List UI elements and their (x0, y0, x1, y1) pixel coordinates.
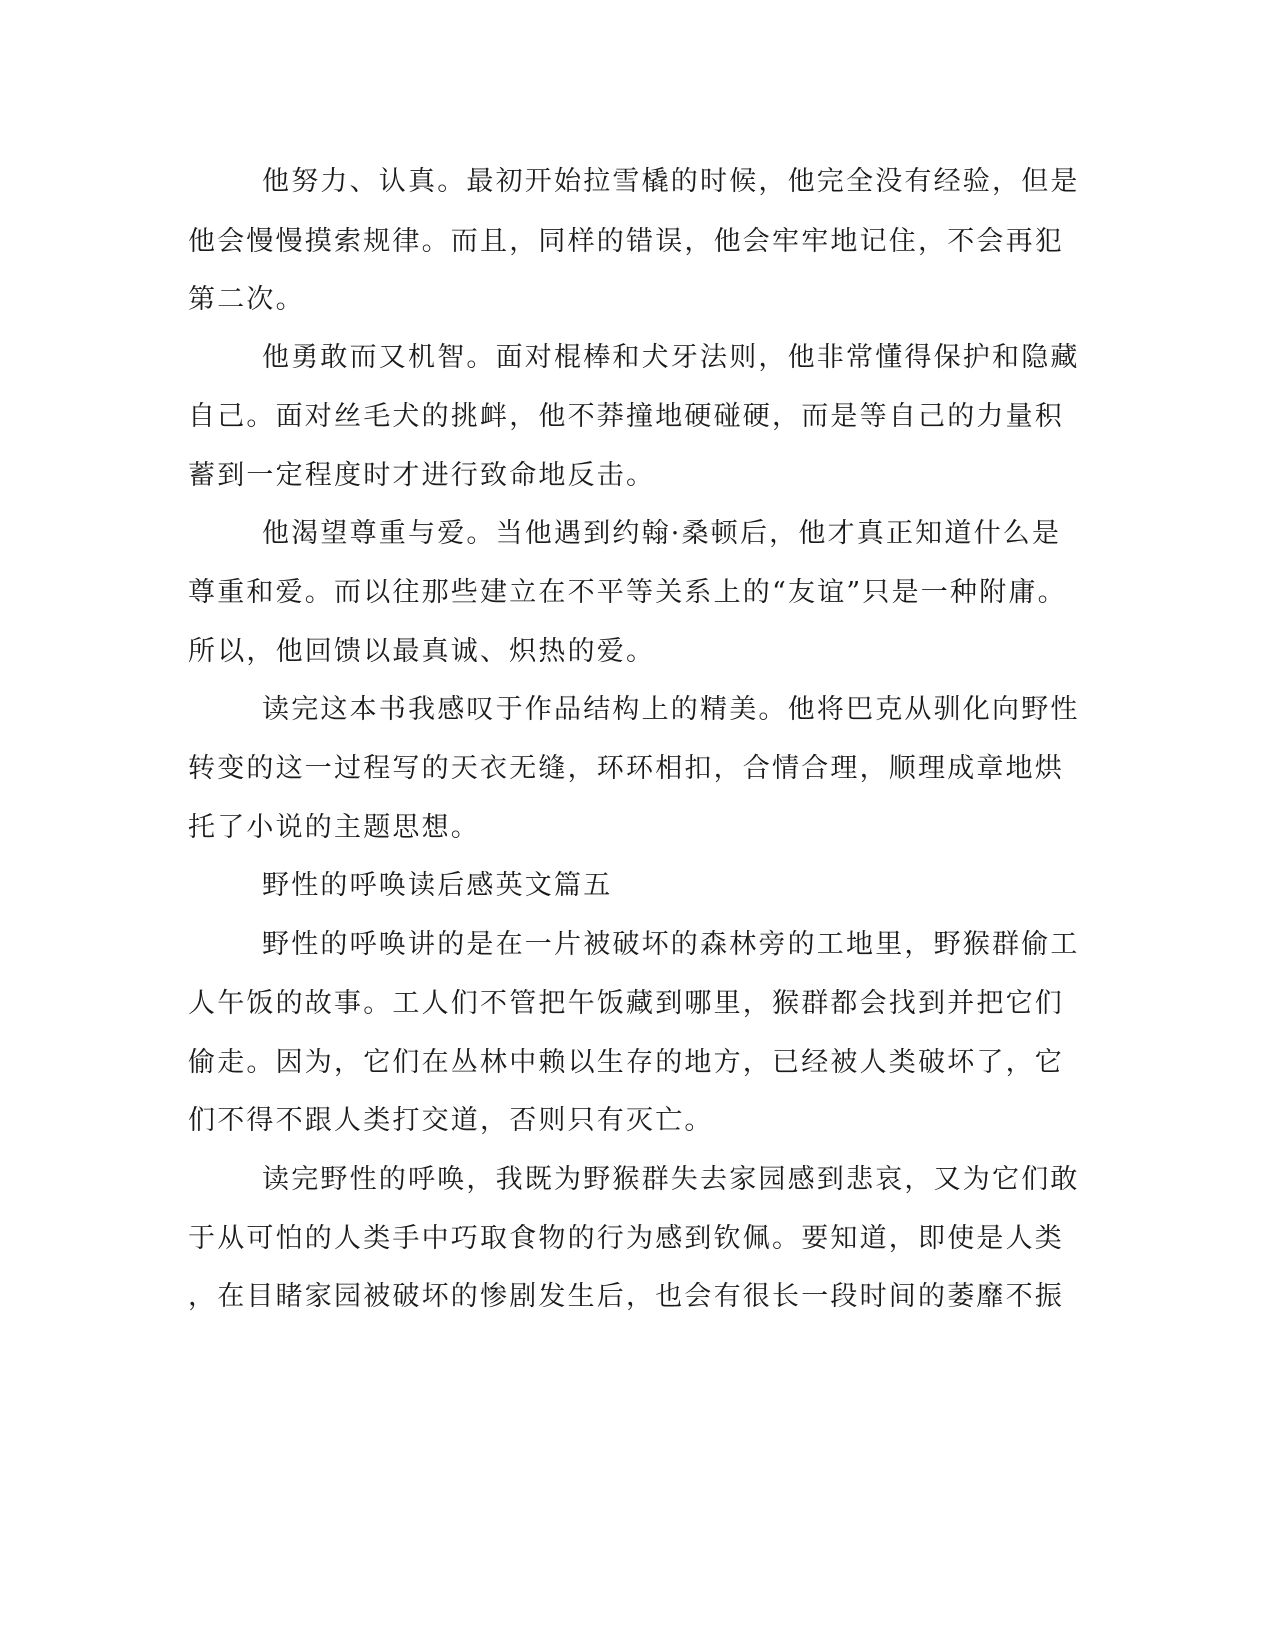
paragraph-line: 他努力、认真。最初开始拉雪橇的时候，他完全没有经验，但是 (262, 166, 1080, 197)
paragraph-line: 们不得不跟人类打交道，否则只有灭亡。 (188, 1105, 714, 1136)
paragraph-line: 转变的这一过程写的天衣无缝，环环相扣，合情合理，顺理成章地烘 (188, 753, 1064, 784)
paragraph-line: 他勇敢而又机智。面对棍棒和犬牙法则，他非常懂得保护和隐藏 (262, 342, 1080, 373)
paragraph-line: 蓄到一定程度时才进行致命地反击。 (188, 460, 656, 491)
paragraph-line: 偷走。因为，它们在丛林中赖以生存的地方，已经被人类破坏了，它 (188, 1047, 1064, 1078)
paragraph-line: 他渴望尊重与爱。当他遇到约翰·桑顿后，他才真正知道什么是 (262, 518, 1062, 549)
paragraph-line: ，在目睹家园被破坏的惨剧发生后，也会有很长一段时间的萎靡不振 (188, 1281, 1064, 1312)
paragraph-line: 托了小说的主题思想。 (188, 812, 480, 843)
paragraph-line: 读完这本书我感叹于作品结构上的精美。他将巴克从驯化向野性 (262, 694, 1080, 725)
paragraph-line: 他会慢慢摸索规律。而且，同样的错误，他会牢牢地记住，不会再犯 (188, 226, 1064, 257)
paragraph-line: 读完野性的呼唤，我既为野猴群失去家园感到悲哀，又为它们敢 (262, 1164, 1080, 1195)
paragraph-line: 野性的呼唤讲的是在一片被破坏的森林旁的工地里，野猴群偷工 (262, 929, 1080, 960)
paragraph-line: 第二次。 (188, 284, 305, 315)
paragraph-line: 所以，他回馈以最真诚、炽热的爱。 (188, 636, 656, 667)
paragraph-line: 于从可怕的人类手中巧取食物的行为感到钦佩。要知道，即使是人类 (188, 1223, 1064, 1254)
section-heading: 野性的呼唤读后感英文篇五 (262, 870, 613, 901)
paragraph-line: 尊重和爱。而以往那些建立在不平等关系上的“友谊”只是一种附庸。 (188, 577, 1067, 608)
paragraph-line: 人午饭的故事。工人们不管把午饭藏到哪里，猴群都会找到并把它们 (188, 988, 1064, 1019)
paragraph-line: 自己。面对丝毛犬的挑衅，他不莽撞地硬碰硬，而是等自己的力量积 (188, 401, 1064, 432)
